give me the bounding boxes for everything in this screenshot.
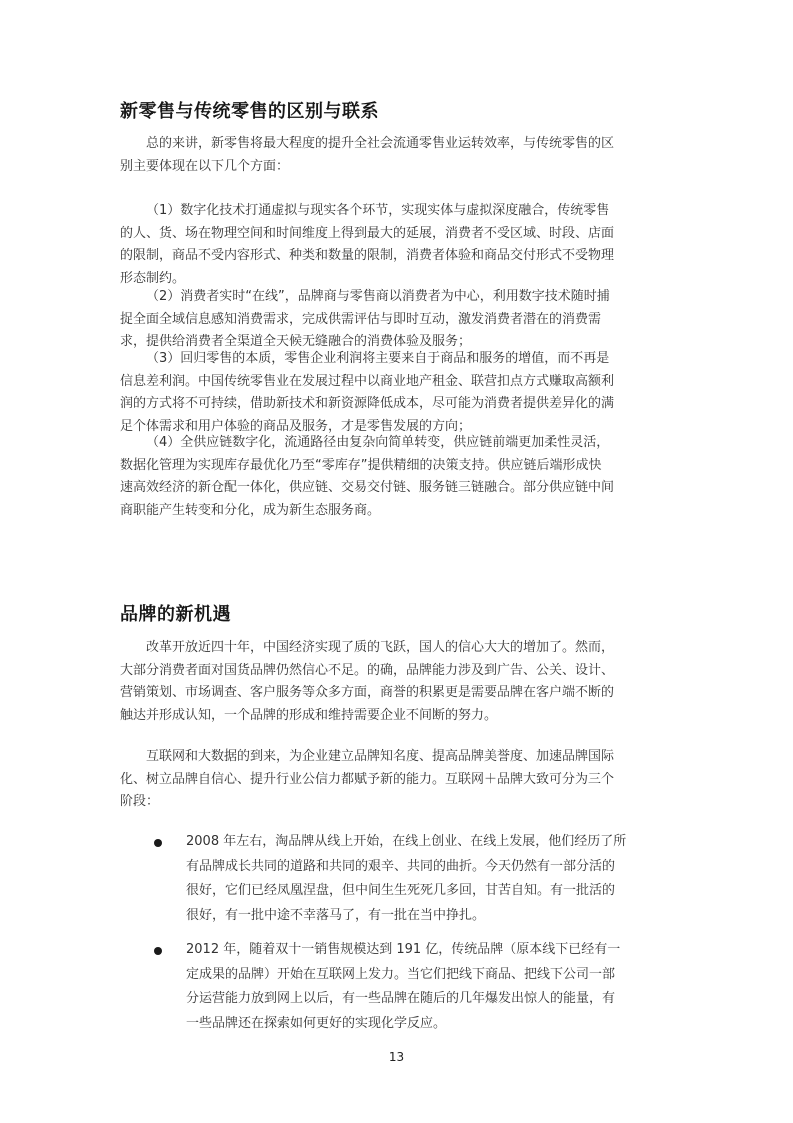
bullet-dot-icon [154, 947, 162, 955]
bullet-item-2008 [150, 830, 655, 928]
text-line: 2012 年，随着双十一销售规模达到 191 亿，传统品牌（原本线下已经有一 [186, 942, 621, 957]
text-line: 数据化管理为实现库存最优化乃至“零库存”提供精细的决策支持。供应链后端形成快 [120, 457, 602, 473]
text-line: （3）回归零售的本质，零售企业利润将主要来自于商品和服务的增值，而不再是 [146, 351, 610, 366]
text-line: 润的方式将不可持续，借助新技术和新资源降低成本，尽可能为消费者提供差异化的满 [120, 396, 615, 412]
text-line: 定成果的品牌）开始在互联网上发力。当它们把线下商品、把线下公司一部 [186, 966, 616, 982]
bullet-item-2012 [150, 938, 655, 1036]
paragraph-item-2 [120, 286, 652, 354]
text-line: 求，提供给消费者全渠道全天候无缝融合的消费体验及服务； [120, 334, 472, 350]
text-line: 互联网和大数据的到来，为企业建立品牌知名度、提高品牌美誉度、加速品牌国际 [146, 749, 615, 764]
text-line: 分运营能力放到网上以后，有一些品牌在随后的几年爆发出惊人的能量，有 [186, 991, 616, 1006]
text-line: （1）数字化技术打通虚拟与现实各个环节，实现实体与虚拟深度融合，传统零售 [146, 203, 610, 218]
text-line: 改革开放近四十年，中国经济实现了质的飞跃，国人的信心大大的增加了。然而， [146, 640, 615, 655]
text-line: 总的来讲，新零售将最大程度的提升全社会流通零售业运转效率，与传统零售的区 [146, 136, 615, 151]
text-line: 触达并形成认知，一个品牌的形成和维持需要企业不间断的努力。 [120, 707, 498, 723]
text-line: 大部分消费者面对国货品牌仍然信心不足。的确，品牌能力涉及到广告、公关、设计、 [120, 662, 615, 678]
section-title-brand-opportunity: 品牌的新机遇 [120, 604, 231, 625]
text-line: 捉全面全域信息感知消费需求，完成供需评估与即时互动，激发消费者潜在的消费需 [120, 311, 602, 327]
text-line: 一些品牌还在探索如何更好的实现化学反应。 [186, 1015, 447, 1031]
paragraph-reform [120, 637, 652, 727]
text-line: 信息差利润。中国传统零售业在发展过程中以商业地产租金、联营扣点方式赚取高额利 [120, 373, 615, 389]
bullet-dot-icon [154, 839, 162, 847]
text-line: 有品牌成长共同的道路和共同的艰辛、共同的曲折。今天仍然有一部分活的 [186, 858, 616, 874]
text-line: 2008 年左右，淘品牌从线上开始，在线上创业、在线上发展，他们经历了所 [186, 834, 627, 849]
text-line: 化、树立品牌自信心、提升行业公信力都赋予新的能力。互联网＋品牌大致可分为三个 [120, 771, 615, 787]
paragraph-item-1 [120, 200, 652, 290]
section-title-new-retail: 新零售与传统零售的区别与联系 [120, 101, 379, 122]
text-line: 很好，它们已经凤凰涅盘，但中间生生死死几多回，甘苦自知。有一批活的 [186, 883, 616, 898]
text-line: 的限制，商品不受内容形式、种类和数量的限制，消费者体验和商品交付形式不受物理 [120, 248, 615, 264]
text-line: 营销策划、市场调查、客户服务等众多方面，商誉的积累更是需要品牌在客户端不断的 [120, 685, 615, 701]
text-line: 形态制约。 [120, 270, 186, 286]
paragraph-intro [120, 133, 652, 178]
text-line: 很好，有一批中途不幸落马了，有一批在当中挣扎。 [186, 907, 486, 923]
text-line: 足个体需求和用户体验的商品及服务，才是零售发展的方向； [120, 418, 472, 434]
text-line: 阶段： [120, 794, 160, 810]
text-line: 商职能产生转变和分化，成为新生态服务商。 [120, 502, 381, 518]
text-line: 别主要体现在以下几个方面： [120, 158, 290, 174]
page-number: 13 [388, 1050, 405, 1064]
text-line: 速高效经济的新仓配一体化，供应链、交易交付链、服务链三链融合。部分供应链中间 [120, 480, 615, 496]
text-line: 的人、货、场在物理空间和时间维度上得到最大的延展，消费者不受区域、时段、店面 [120, 225, 615, 241]
text-line: （2）消费者实时“在线”，品牌商与零售商以消费者为中心，利用数字技术随时捕 [146, 289, 610, 304]
paragraph-internet [120, 746, 652, 814]
paragraph-item-4 [120, 432, 652, 522]
paragraph-item-3 [120, 348, 652, 438]
text-line: （4）全供应链数字化，流通路径由复杂向简单转变，供应链前端更加柔性灵活， [146, 435, 610, 450]
